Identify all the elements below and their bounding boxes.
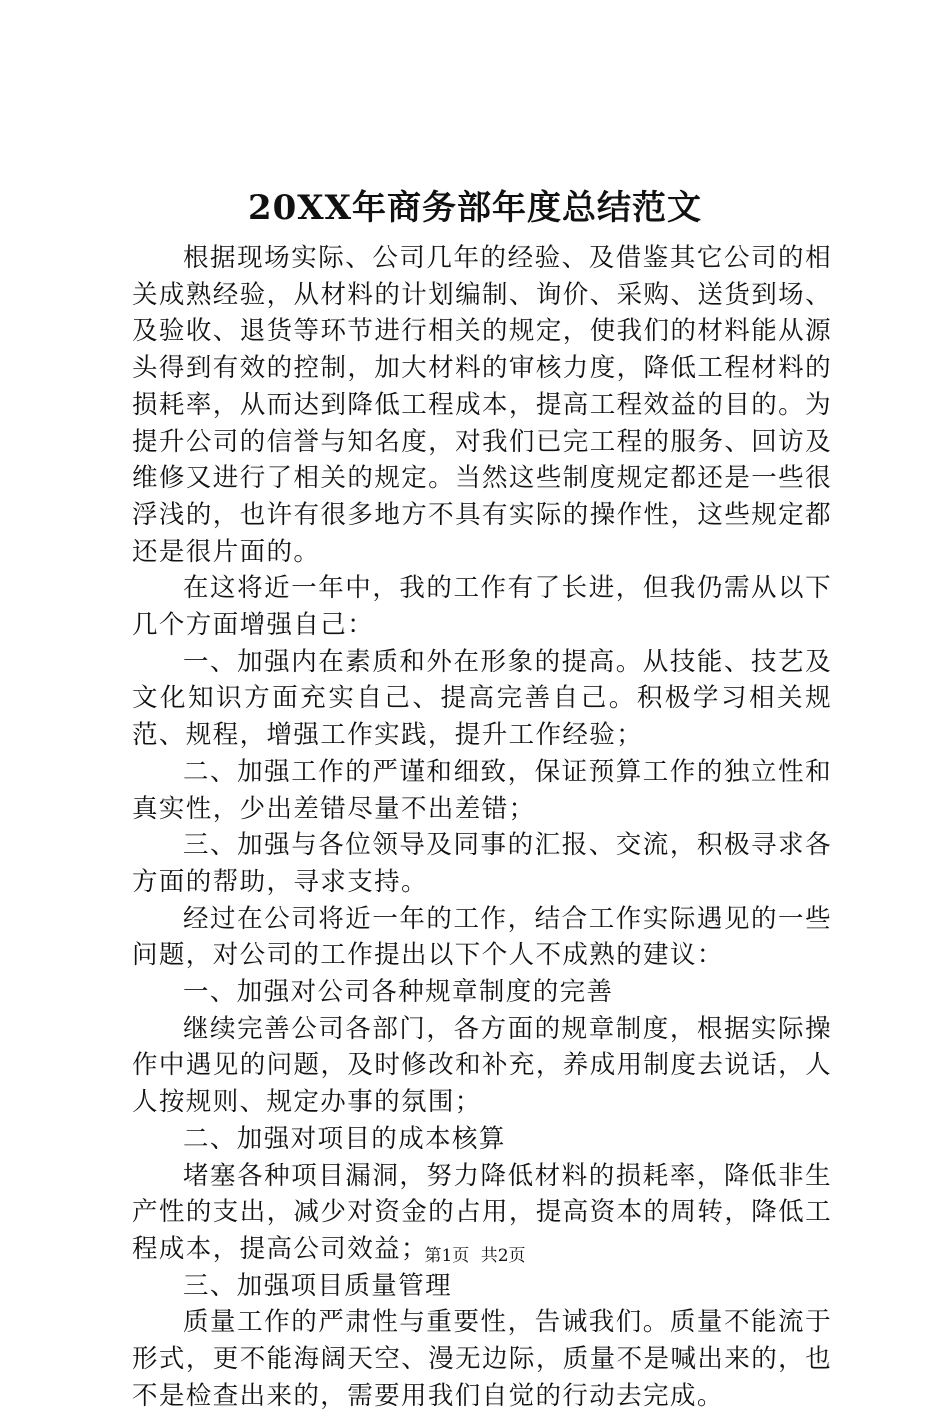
paragraph: 三、加强与各位领导及同事的汇报、交流，积极寻求各方面的帮助，寻求支持。 — [132, 830, 832, 897]
paragraph: 根据现场实际、公司几年的经验、及借鉴其它公司的相关成熟经验，从材料的计划编制、询价、采购、送货到场、及验收、退货等环节进行相关的规定，使我们的材料能从源头得到有效的控制，加大材料的审核力度，降低工程材料的损耗率，从而达到降低工程成本，提高工程效益的目的。为提升公司的信誉与知名度，对我们已完工程的服务、回访及维修又进行了相关的规定。当然这些制度规定都还是一些很浮浅的，也许有很多地方不具有实际的操作性，这些规定都还是很片面的。 — [132, 243, 832, 567]
paragraph: 一、加强内在素质和外在形象的提高。从技能、技艺及文化知识方面充实自己、提高完善自己。积极学习相关规范、规程，增强工作实践，提升工作经验； — [132, 646, 832, 751]
document-body — [132, 240, 832, 1415]
paragraph: 在这将近一年中，我的工作有了长进，但我仍需从以下几个方面增强自己： — [132, 573, 832, 641]
document-title: 20XX年商务部年度总结范文 — [247, 188, 703, 228]
paragraph: 二、加强工作的严谨和细致，保证预算工作的独立性和真实性，少出差错尽量不出差错； — [132, 756, 832, 824]
paragraph: 质量工作的严肃性与重要性，告诫我们。质量不能流于形式，更不能海阔天空、漫无边际，质量不是喊出来的，也不是检查出来的，需要用我们自觉的行动去完成。 — [132, 1307, 832, 1411]
section-heading: 二、加强对项目的成本核算 — [183, 1123, 506, 1154]
paragraph: 堵塞各种项目漏洞，努力降低材料的损耗率，降低非生产性的支出，减少对资金的占用，提高资本的周转，降低工程成本，提高公司效益； — [132, 1160, 832, 1264]
paragraph: 继续完善公司各部门，各方面的规章制度，根据实际操作中遇见的问题，及时修改和补充，养成用制度去说话，人人按规则、规定办事的氛围； — [132, 1013, 832, 1118]
page-number-footer: 第1页 共2页 — [424, 1246, 526, 1266]
paragraph: 经过在公司将近一年的工作，结合工作实际遇见的一些问题，对公司的工作提出以下个人不成熟的建议： — [132, 903, 832, 971]
section-heading: 一、加强对公司各种规章制度的完善 — [183, 977, 614, 1008]
section-heading: 三、加强项目质量管理 — [183, 1270, 453, 1301]
